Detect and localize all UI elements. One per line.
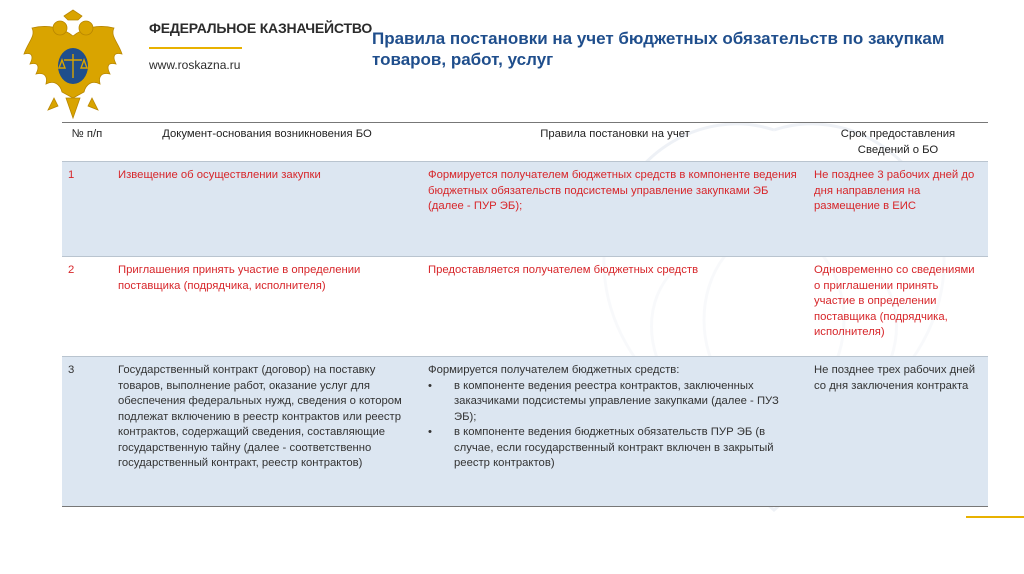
bullet-text: в компоненте ведения бюджетных обязательств ПУР ЭБ (в случае, если государственный контракт включен в закрытый реестр контрактов) — [454, 426, 774, 469]
rules-intro: Формируется получателем бюджетных средств: — [428, 364, 680, 376]
row-deadline: Не позднее 3 рабочих дней до дня направления на размещение в ЕИС — [808, 162, 988, 257]
org-name: ФЕДЕРАЛЬНОЕ КАЗНАЧЕЙСТВО — [149, 20, 373, 36]
table-row — [62, 162, 988, 257]
row-deadline: Не позднее трех рабочих дней со дня заключения контракта — [808, 357, 988, 507]
row-rules: Формируется получателем бюджетных средств в компоненте ведения бюджетных обязательств подсистемы управление закупками ЭБ (далее - ПУР ЭБ); — [422, 162, 808, 257]
page-title: Правила постановки на учет бюджетных обязательств по закупкам товаров, работ, услуг — [372, 29, 945, 69]
table-row — [62, 357, 988, 507]
header-document: Документ-основания возникновения БО — [112, 123, 422, 162]
row-document: Извещение об осуществлении закупки — [112, 162, 422, 257]
row-rules — [422, 357, 808, 507]
rules-bullet — [428, 425, 802, 472]
row-document: Государственный контракт (договор) на поставку товаров, выполнение работ, оказание услуг для обеспечения федеральных нужд, сведения о котором подлежат включению в реестр контрактов или реестр контрактов, содержащий сведения, составляющие государственную тайну (далее - соответственно государственный контракт, реестр контрактов) — [112, 357, 422, 507]
header-rules: Правила постановки на учет — [422, 123, 808, 162]
row-document: Приглашения принять участие в определении поставщика (подрядчика, исполнителя) — [112, 257, 422, 357]
header-deadline: Срок предоставления Сведений о БО — [808, 123, 988, 162]
table-header-row — [62, 123, 988, 162]
row-num: 3 — [62, 357, 112, 507]
row-num: 2 — [62, 257, 112, 357]
table-row — [62, 257, 988, 357]
footer-accent-line — [966, 516, 1024, 518]
rules-table — [62, 122, 988, 507]
row-num: 1 — [62, 162, 112, 257]
header-accent-line — [149, 47, 242, 49]
bullet-icon: • — [428, 379, 432, 392]
rules-bullet — [428, 379, 802, 426]
header-num: № п/п — [62, 123, 112, 162]
row-rules: Предоставляется получателем бюджетных средств — [422, 257, 808, 357]
bullet-icon: • — [428, 426, 432, 438]
double-headed-eagle-emblem-icon — [18, 6, 128, 124]
bullet-text: в компоненте ведения реестра контрактов, заключенных заказчиками подсистемы управление закупками (далее - ПУЗ ЭБ); — [454, 379, 779, 423]
site-link[interactable]: www.roskazna.ru — [149, 58, 241, 72]
row-deadline: Одновременно со сведениями о приглашении принять участие в определении поставщика (подрядчика, исполнителя) — [808, 257, 988, 357]
